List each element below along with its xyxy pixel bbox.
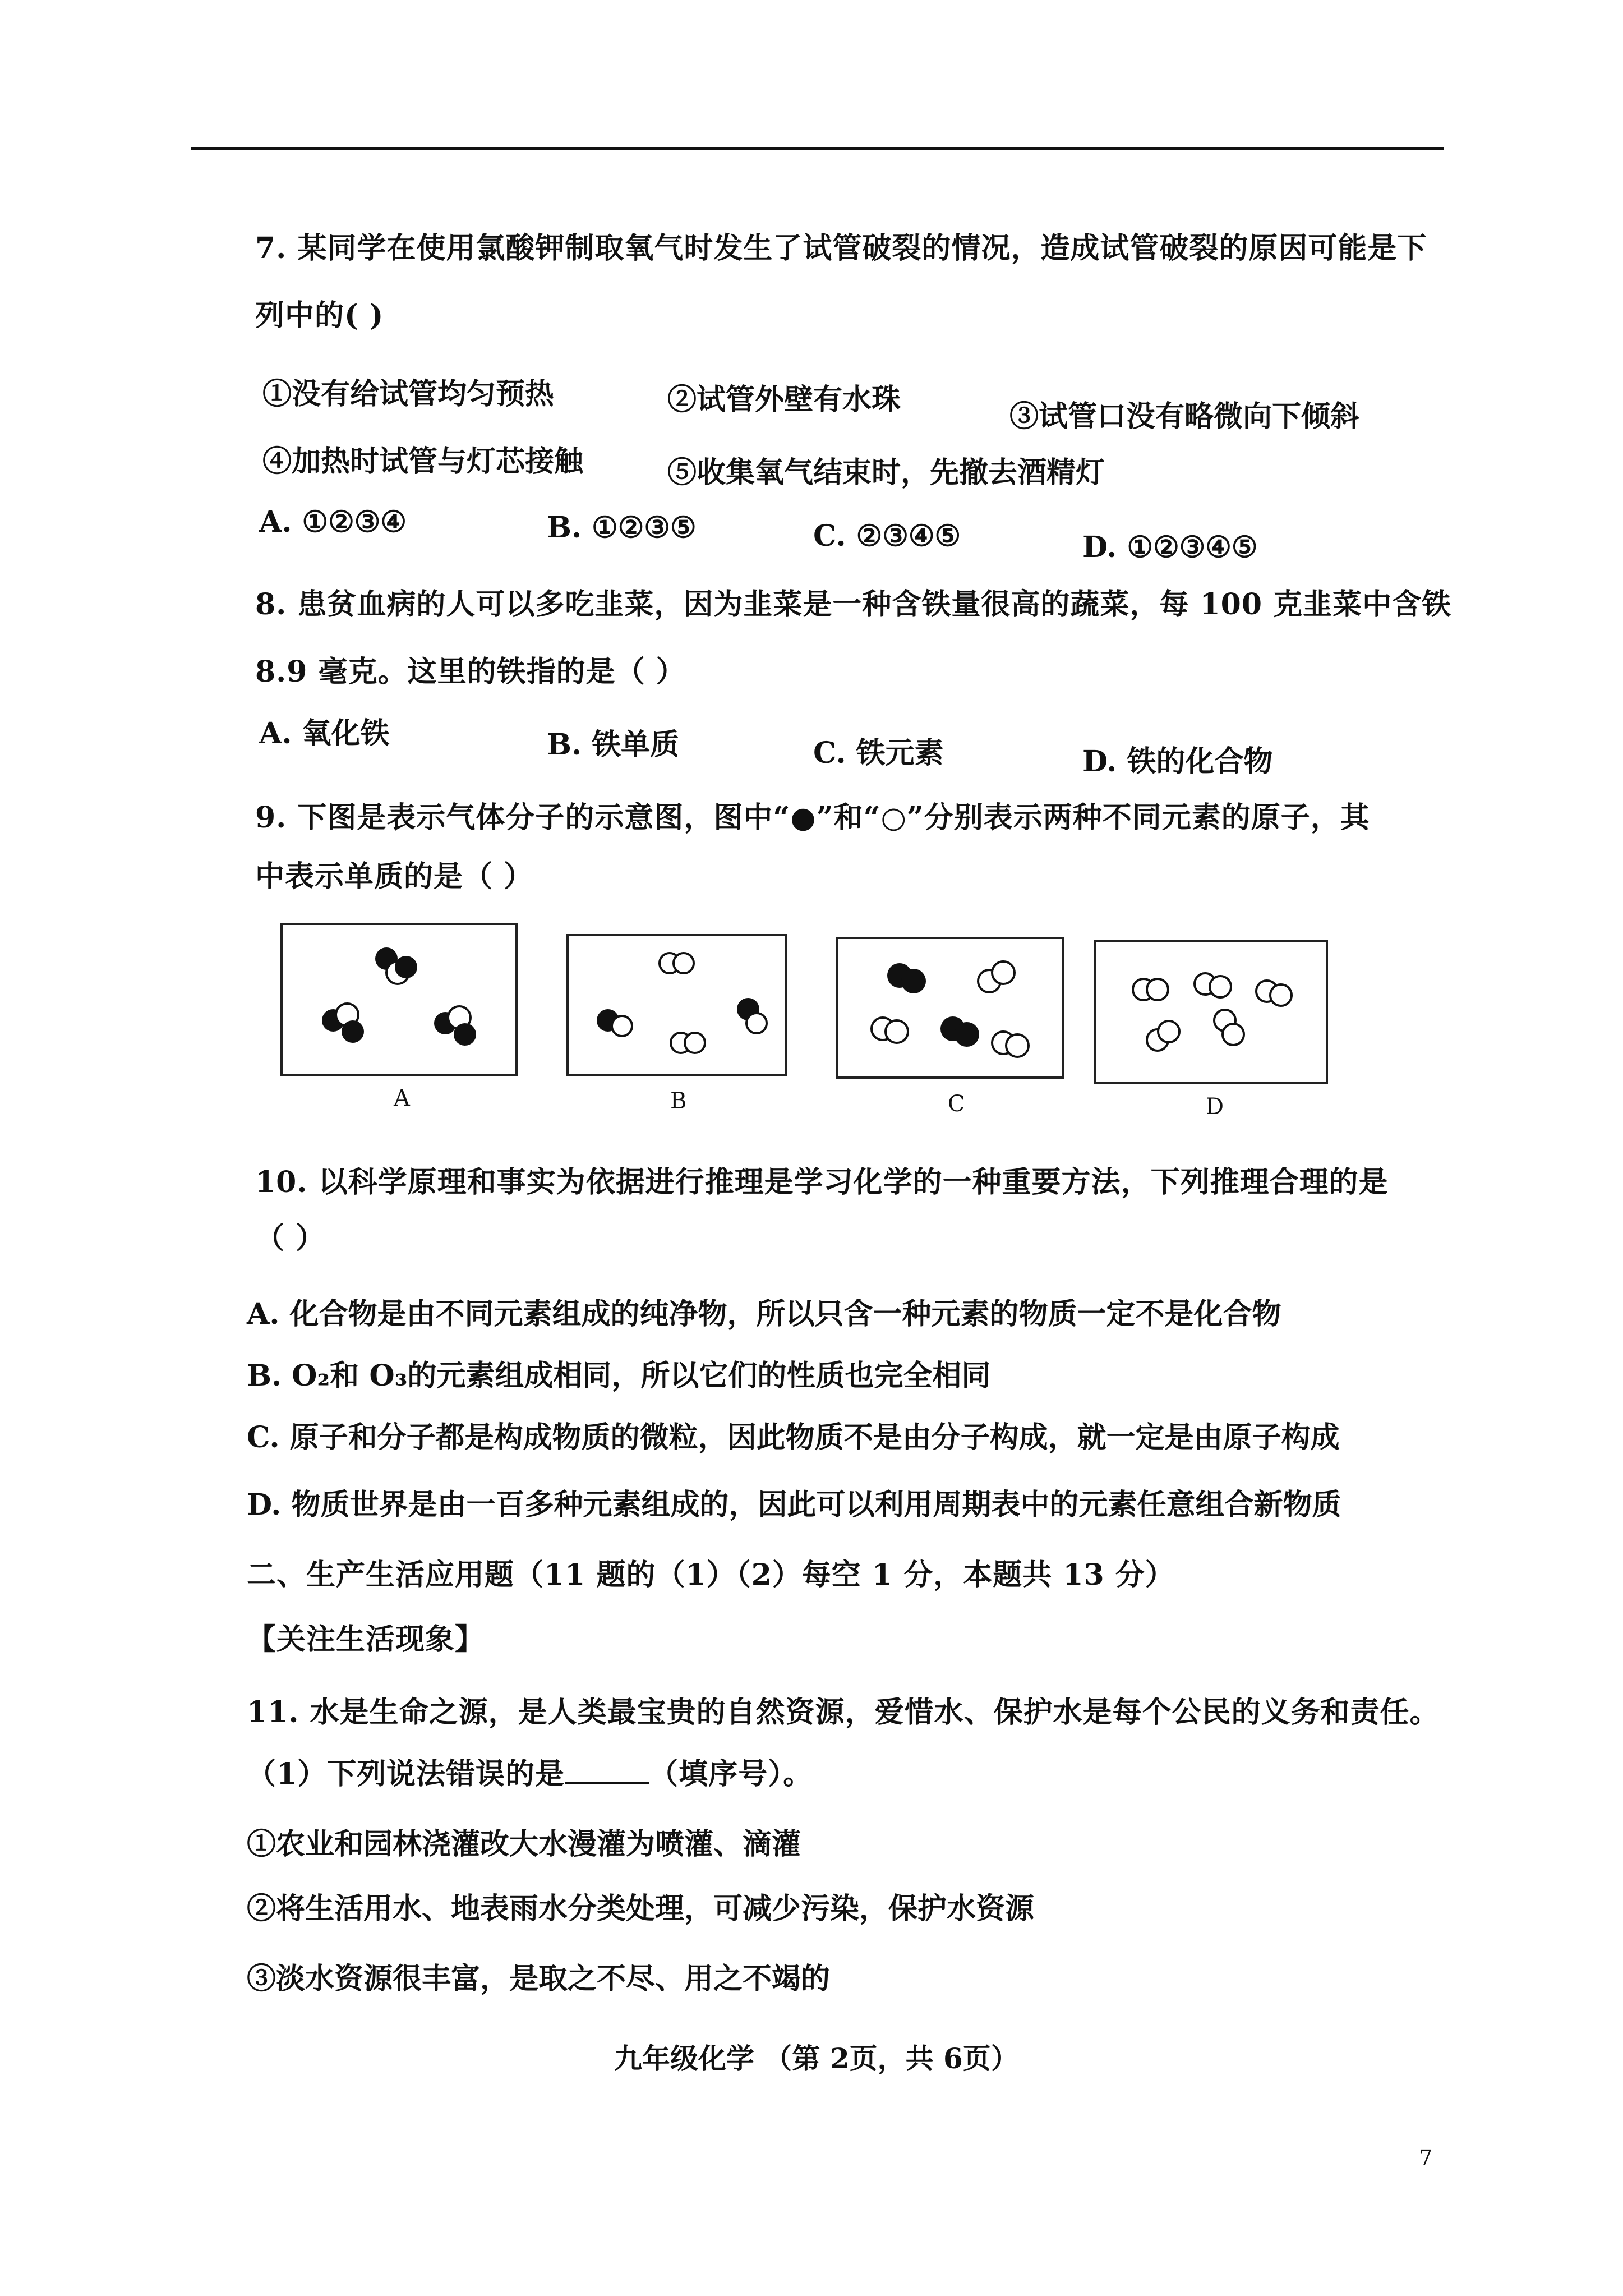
molecule-b4 [737,998,767,1033]
q7-line2: 列中的( ) [255,298,384,333]
light-atom [1223,1024,1244,1045]
q8-option-c: C. 铁元素 [813,736,944,770]
figure-box-c [836,937,1064,1079]
q10-option-c: C. 原子和分子都是构成物质的微粒，因此物质不是由分子构成，就一定是由原子构成 [247,1420,1340,1455]
q11-item-3: ③淡水资源很丰富，是取之不尽、用之不竭的 [247,1962,831,1996]
q7-item-1: ①没有给试管均匀预热 [262,377,555,411]
figure-label-c: C [948,1091,965,1117]
q11-sub1 [247,1750,813,1792]
q10-line2: （ ） [255,1221,326,1255]
molecule-a1 [375,947,417,984]
q8-option-d: D. 铁的化合物 [1082,744,1273,779]
q11-sub1-prefix: （1）下列说法错误的是 [247,1757,565,1791]
dark-atom [395,956,417,978]
figure-box-b [566,934,787,1076]
q11-item-1: ①农业和园林浇灌改大水漫灌为喷灌、滴灌 [247,1827,801,1861]
molecule-c3 [872,1018,908,1043]
q8-line2: 8.9 毫克。这里的铁指的是（ ） [255,655,686,689]
section-2-subtitle: 【关注生活现象】 [247,1622,485,1657]
molecule-c4 [940,1016,979,1047]
molecule-diagram-c [838,939,1062,1076]
dark-atom [454,1023,476,1046]
q7-item-2: ②试管外壁有水珠 [667,383,901,417]
q11-line1: 11. 水是生命之源，是人类最宝贵的自然资源，爱惜水、保护水是每个公民的义务和责任。 [247,1695,1440,1729]
molecule-b2 [597,1009,632,1036]
light-atom [992,961,1015,984]
molecule-diagram-a [283,925,515,1074]
light-atom [746,1013,767,1033]
page-footer: 九年级化学 （第 2页，共 6页） [614,2042,1019,2075]
molecule-d5 [1214,1010,1244,1045]
molecule-d4 [1147,1021,1179,1051]
q10-option-d: D. 物质世界是由一百多种元素组成的，因此可以利用周期表中的元素任意组合新物质 [247,1488,1341,1522]
figure-box-a [280,923,518,1076]
q9-line2: 中表示单质的是（ ） [255,859,534,894]
q7-item-4: ④加热时试管与灯芯接触 [262,444,584,478]
light-atom [1270,984,1292,1006]
q10-option-a: A. 化合物是由不同元素组成的纯净物，所以只含一种元素的物质一定不是化合物 [247,1297,1281,1331]
q7-option-c: C. ②③④⑤ [813,519,961,553]
q7-option-d: D. ①②③④⑤ [1082,530,1258,564]
light-atom [1006,1034,1029,1057]
q8-option-b: B. 铁单质 [547,728,680,762]
light-atom [1147,979,1168,1000]
page-number: 7 [1419,2146,1433,2170]
q10-option-b: B. O₂和 O₃的元素组成相同，所以它们的性质也完全相同 [247,1359,991,1393]
header-rule [191,147,1444,150]
molecule-diagram-b [569,936,785,1074]
section-2-title: 二、生产生活应用题（11 题的（1）（2）每空 1 分，本题共 13 分） [247,1558,1175,1592]
molecule-d2 [1195,973,1231,997]
molecule-a2 [322,1004,364,1043]
q10-line1: 10. 以科学原理和事实为依据进行推理是学习化学的一种重要方法，下列推理合理的是 [255,1165,1389,1199]
figure-label-a: A [394,1085,410,1111]
molecule-b1 [660,953,694,973]
figure-label-d: D [1206,1094,1224,1120]
light-atom [674,953,694,973]
molecule-a3 [434,1006,476,1046]
q7-option-b: B. ①②③⑤ [547,510,697,545]
q11-item-2: ②将生活用水、地表雨水分类处理，可减少污染，保护水资源 [247,1892,1035,1926]
light-atom [886,1020,908,1043]
light-atom [685,1033,705,1053]
q7-option-a: A. ①②③④ [259,505,407,539]
light-atom [1210,976,1231,997]
dark-atom [901,969,926,993]
q7-item-5: ⑤收集氧气结束时，先撤去酒精灯 [667,455,1105,490]
dark-atom [342,1020,364,1043]
q9-line1: 9. 下图是表示气体分子的示意图，图中“●”和“○”分别表示两种不同元素的原子，其 [255,800,1370,835]
molecule-c2 [978,961,1015,992]
q8-line1: 8. 患贫血病的人可以多吃韭菜，因为韭菜是一种含铁量很高的蔬菜，每 100 克韭菜中含铁 [255,587,1452,622]
light-atom [612,1016,632,1036]
dark-atom [955,1022,979,1047]
figure-label-b: B [670,1088,687,1114]
molecule-c5 [992,1032,1029,1057]
molecule-d1 [1133,979,1168,1000]
light-atom [1158,1021,1179,1042]
molecule-b3 [671,1033,705,1053]
q7-item-3: ③试管口没有略微向下倾斜 [1009,399,1360,434]
molecule-diagram-d [1096,942,1326,1082]
q7-line1: 7. 某同学在使用氯酸钾制取氧气时发生了试管破裂的情况，造成试管破裂的原因可能是下 [255,231,1427,265]
answer-blank [565,1782,649,1784]
q8-option-a: A. 氧化铁 [259,716,390,751]
figure-box-d [1094,940,1328,1084]
molecule-c1 [887,963,926,993]
molecule-d3 [1256,981,1292,1006]
q11-sub1-suffix: （填序号）。 [649,1757,813,1791]
